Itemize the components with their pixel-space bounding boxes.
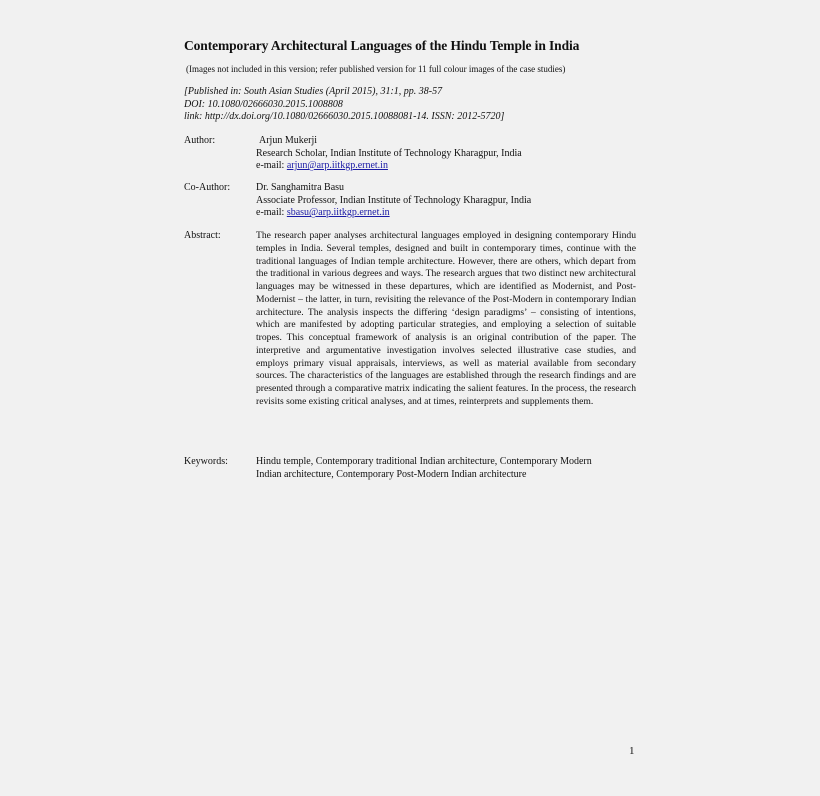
coauthor-label: Co-Author: bbox=[184, 182, 231, 193]
keywords-line-1: Hindu temple, Contemporary traditional Indian architecture, Contemporary Modern bbox=[256, 456, 592, 467]
author-name: Arjun Mukerji bbox=[259, 135, 318, 146]
author-affiliation: Research Scholar, Indian Institute of Technology Kharagpur, India bbox=[256, 147, 522, 159]
abstract-label: Abstract: bbox=[184, 230, 221, 241]
abstract-text: The research paper analyses architectural languages employed in designing contemporary Hindu temples in India. Several temples, designed and built in contemporary times, continue with the traditional languages of Indian temple architecture. However, there are others, which depart from the traditional in various degrees and ways. The research argues that two distinct new architectural languages may be witnessed in these departures, which are identified as Modernist, and Post-Modernist – the latter, in turn, revisiting the relevance of the Post-Modern in contemporary Indian architecture. The analysis inspects the differing ‘design paradigms’ – consisting of intentions, which are manifested by adopting particular strategies, and employing a selection of suitable tropes. This conceptual framework of analysis is an original contribution of the paper. The interpretive and argumentative investigation involves selected illustrative case studies, and employs primary visual appraisals, interviews, as well as material available from secondary sources. The characteristics of the languages are established through the research findings and are presented through a comparative matrix indicating the salient features. In the process, the research revisits some existing critical analyses, and at times, reinterprets and supplements them. bbox=[256, 230, 636, 407]
page-number: 1 bbox=[629, 745, 635, 757]
coauthor-name: Dr. Sanghamitra Basu bbox=[256, 182, 345, 193]
published-line: [Published in: South Asian Studies (April 2015), 31:1, pp. 38-57 bbox=[184, 86, 443, 97]
coauthor-affiliation: Associate Professor, Indian Institute of Technology Kharagpur, India bbox=[256, 194, 532, 206]
paper-title: Contemporary Architectural Languages of the Hindu Temple in India bbox=[184, 38, 580, 53]
doi-line: DOI: 10.1080/02666030.2015.1008808 bbox=[184, 98, 343, 110]
author-email-link[interactable]: arjun@arp.iitkgp.ernet.in bbox=[286, 160, 388, 172]
author-email-row bbox=[256, 160, 636, 173]
coauthor-email-link[interactable]: sbasu@arp.iitkgp.ernet.in bbox=[286, 207, 390, 219]
publication-info bbox=[184, 86, 504, 124]
coauthor-section bbox=[184, 182, 636, 220]
coauthor-email-row bbox=[256, 207, 636, 220]
keywords-label: Keywords: bbox=[184, 456, 228, 467]
images-note: (Images not included in this version; refer published version for 11 full colour images of the case studies) bbox=[186, 64, 566, 74]
keywords-section bbox=[184, 456, 636, 481]
link-line: link: http://dx.doi.org/10.1080/02666030.2015.10088081-14. ISSN: 2012-5720] bbox=[184, 111, 505, 122]
keywords-line-2: Indian architecture, Contemporary Post-Modern Indian architecture bbox=[256, 468, 527, 480]
author-section bbox=[184, 135, 636, 173]
coauthor-email-label: e-mail: bbox=[256, 207, 287, 219]
author-email-label: e-mail: bbox=[256, 160, 287, 172]
abstract-section bbox=[184, 230, 636, 409]
author-label: Author: bbox=[184, 135, 216, 146]
